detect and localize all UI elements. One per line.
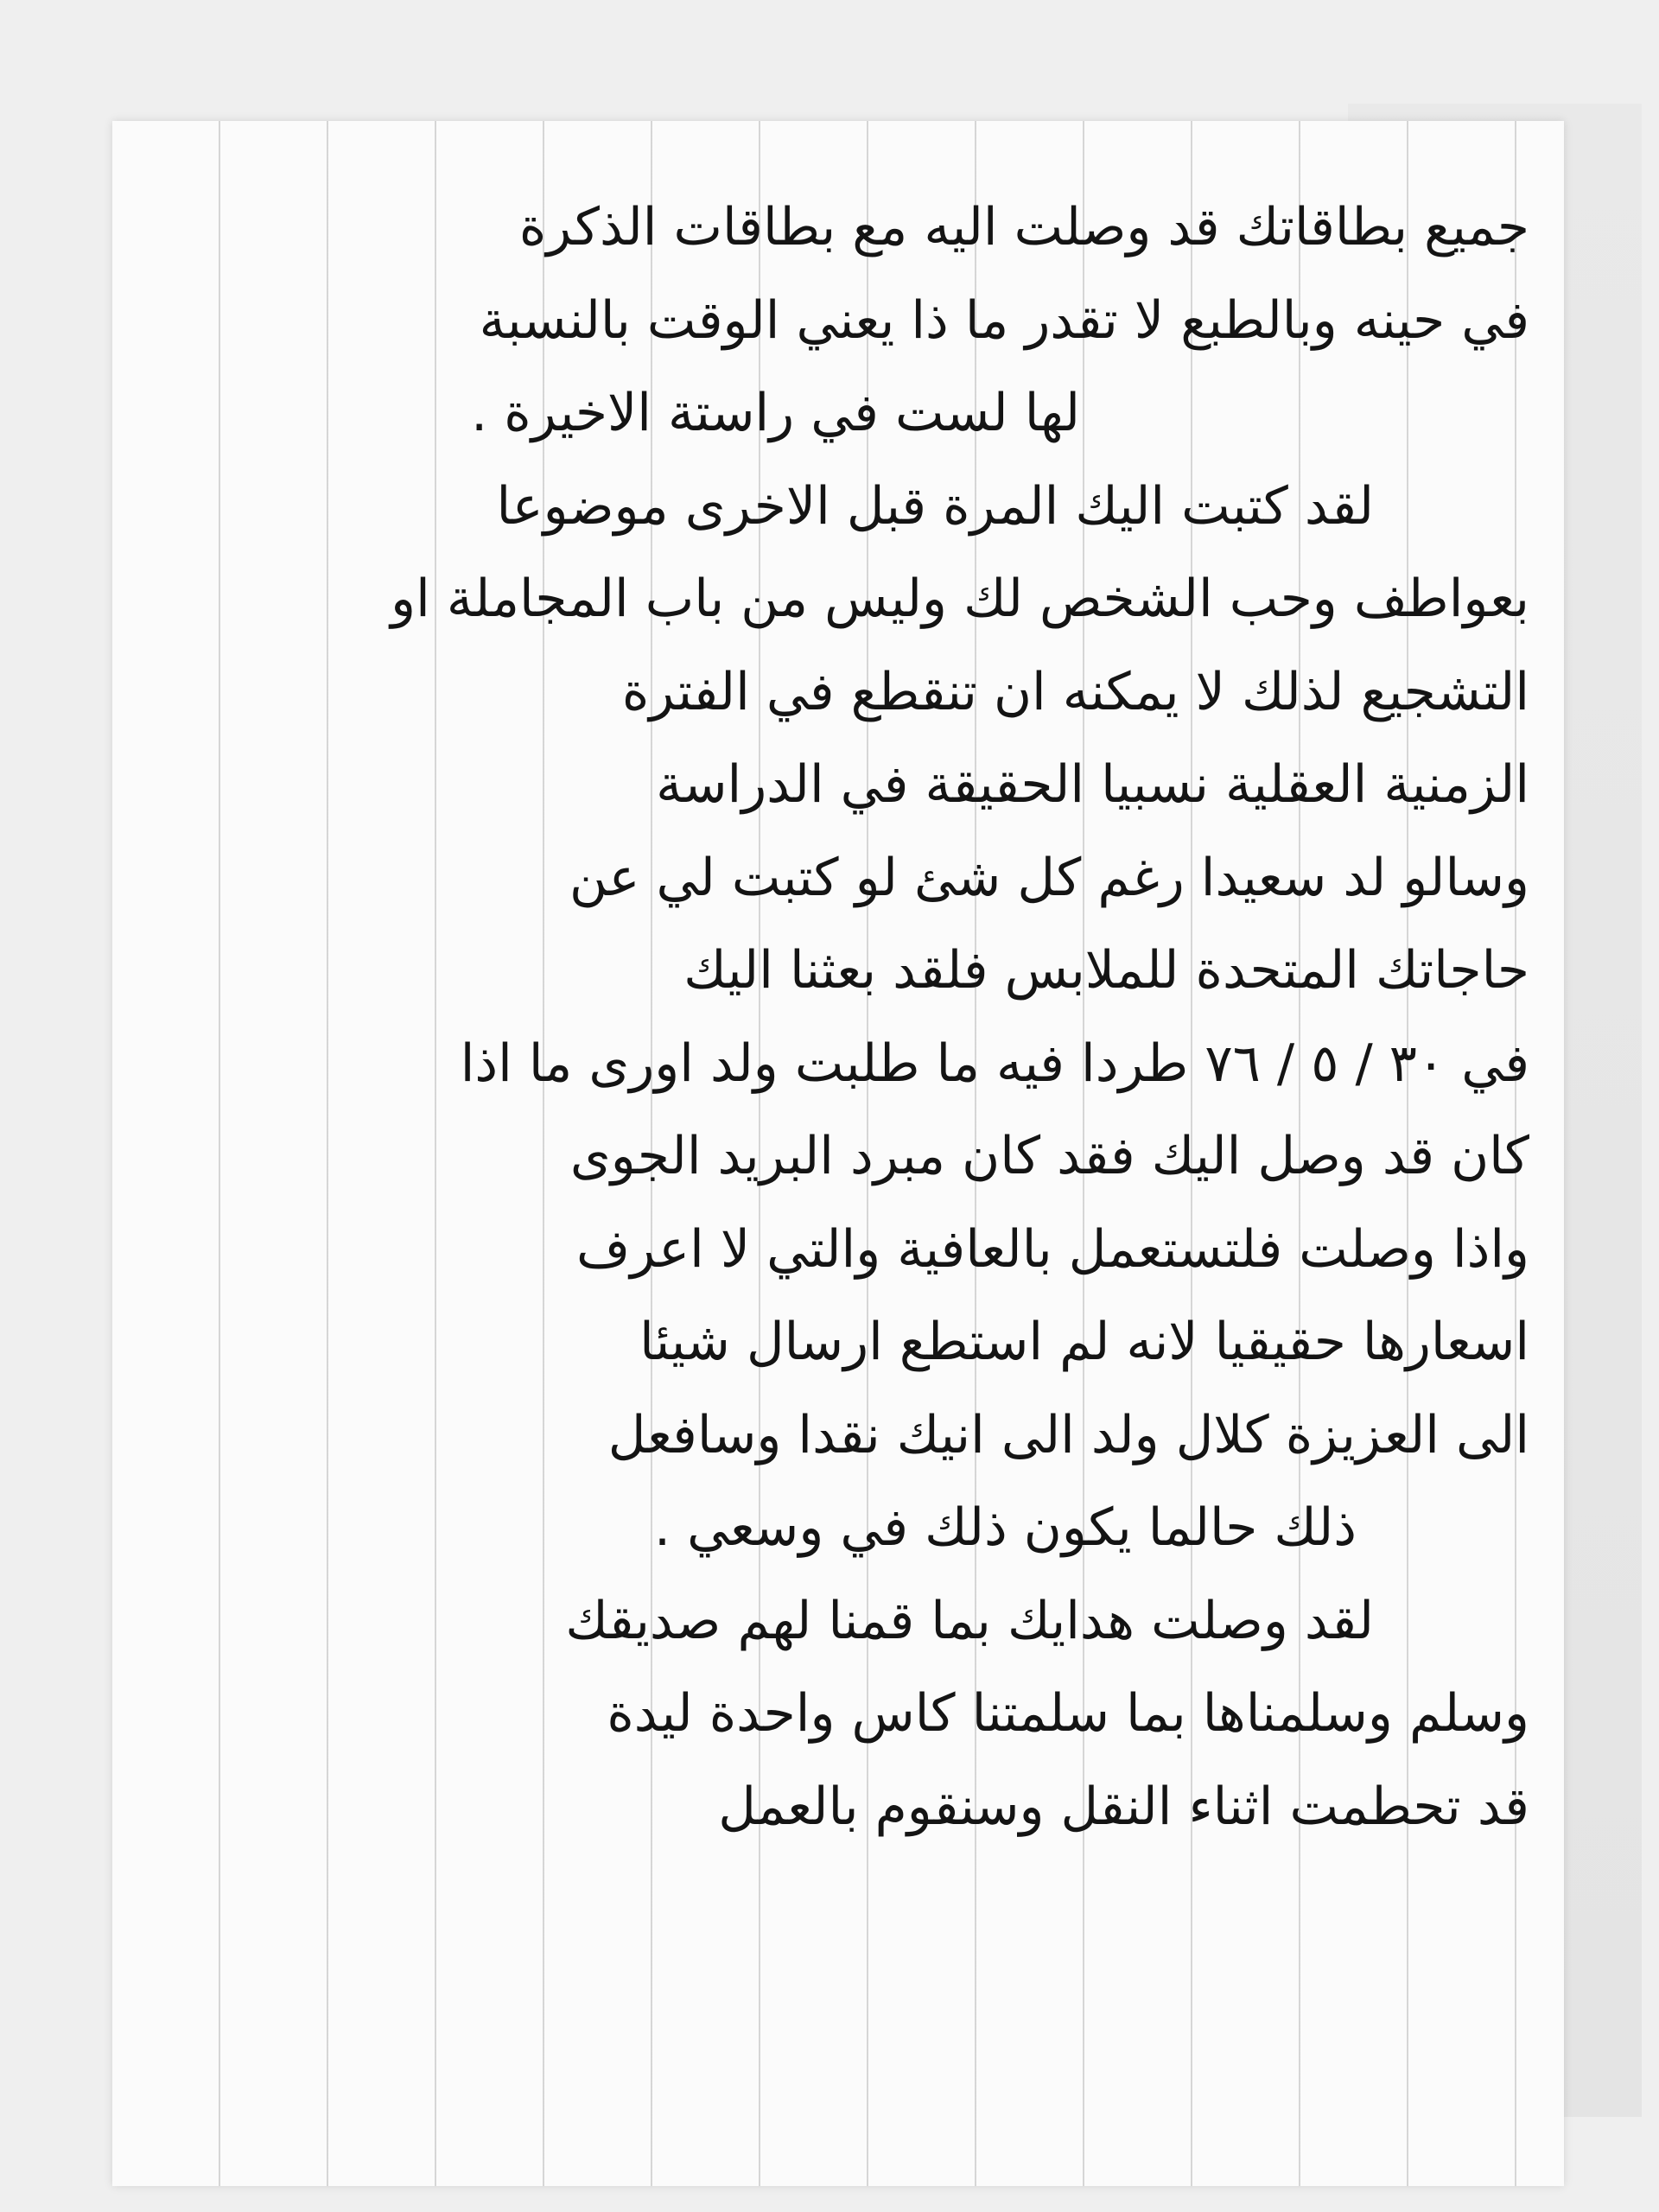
letter-page bbox=[112, 121, 1564, 2186]
letter-line-16: لقد وصلت هدايك بما قمنا لهم صديقك bbox=[565, 1590, 1374, 1651]
letter-line-17: وسلم وسلمناها بما سلمتنا كاس واحدة ليدة bbox=[607, 1683, 1529, 1744]
letter-line-13: اسعارها حقيقيا لانه لم استطع ارسال شيئا bbox=[639, 1312, 1529, 1372]
letter-line-14: الى العزيزة كلال ولد الى انيك نقدا وسافعل bbox=[607, 1404, 1529, 1465]
letter-line-12: واذا وصلت فلتستعمل بالعافية والتي لا اعرف bbox=[576, 1218, 1529, 1280]
letter-line-18: قد تحطمت اثناء النقل وسنقوم بالعمل bbox=[718, 1776, 1529, 1837]
letter-line-9: حاجاتك المتحدة للملابس فلقد بعثنا اليك bbox=[683, 940, 1529, 1001]
letter-line-10: في ٣٠ / ٥ / ٧٦ طردا فيه ما طلبت ولد اورى ما اذا bbox=[460, 1033, 1529, 1094]
letter-line-7: الزمنية العقلية نسبيا الحقيقة في الدراسة bbox=[656, 754, 1529, 815]
letter-line-6: التشجيع لذلك لا يمكنه ان تنقطع في الفترة bbox=[621, 661, 1529, 722]
letter-line-3: لها لست في راستة الاخيرة . bbox=[471, 383, 1080, 443]
letter-text bbox=[138, 181, 1529, 1853]
letter-line-15: ذلك حالما يكون ذلك في وسعي . bbox=[653, 1497, 1357, 1558]
letter-line-1: جميع بطاقاتك قد وصلت اليه مع بطاقات الذكرة bbox=[518, 197, 1529, 257]
letter-line-2: في حينه وبالطبع لا تقدر ما ذا يعني الوقت بالنسبة bbox=[479, 289, 1529, 351]
letter-line-4: لقد كتبت اليك المرة قبل الاخرى موضوعا bbox=[496, 475, 1374, 537]
letter-line-11: كان قد وصل اليك فقد كان مبرد البريد الجوى bbox=[569, 1126, 1529, 1186]
letter-line-8: وسالو لد سعيدا رغم كل شئ لو كتبت لي عن bbox=[569, 847, 1529, 908]
letter-line-5: بعواطف وحب الشخص لك وليس من باب المجاملة او bbox=[391, 569, 1529, 629]
